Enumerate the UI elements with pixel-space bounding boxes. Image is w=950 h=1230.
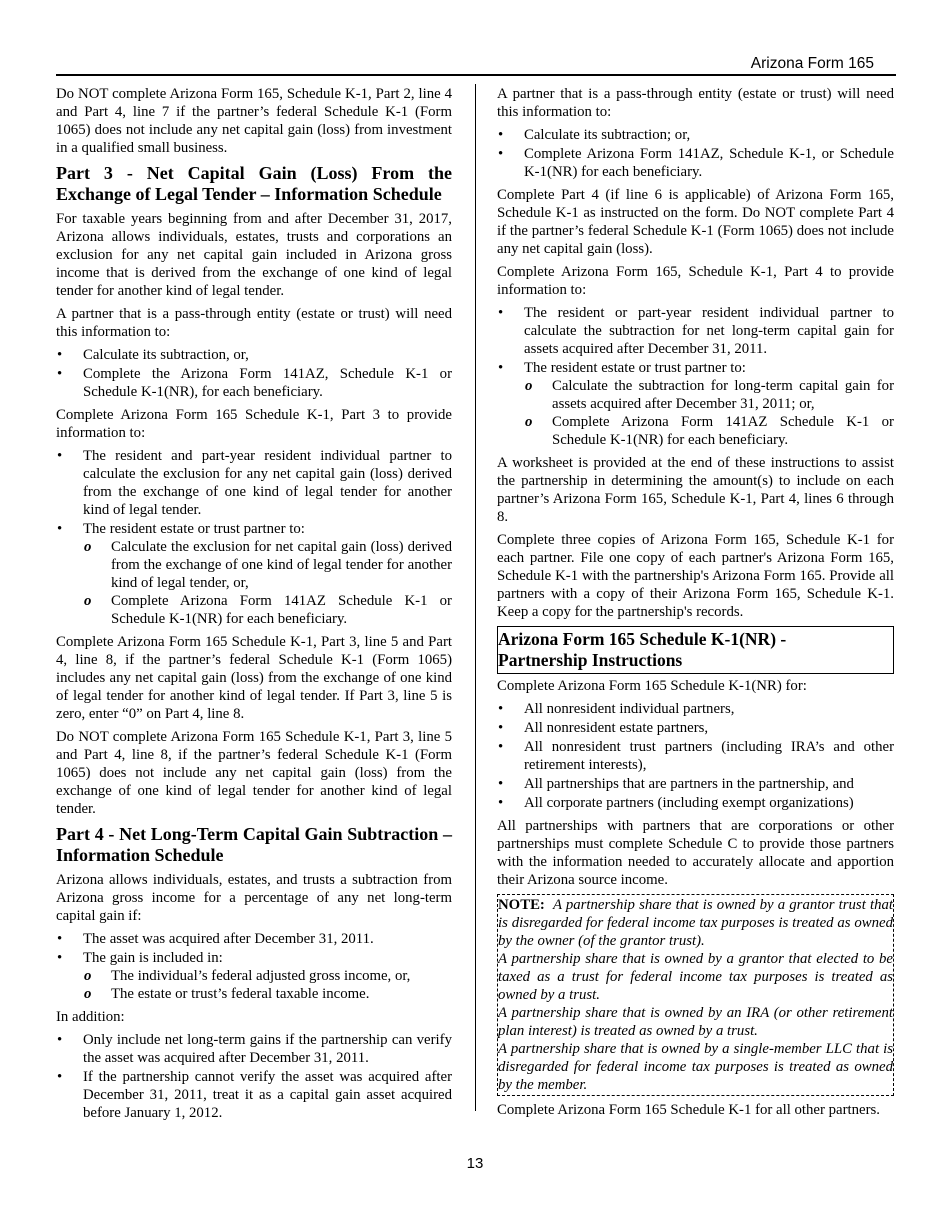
part3-heading: Part 3 - Net Capital Gain (Loss) From the Exchange of Legal Tender – Information Schedule [56,163,452,204]
left-column [56,85,452,1127]
list-item-text: The resident estate or trust partner to: [83,521,305,537]
form-title-header: Arizona Form 165 [750,55,874,72]
list-item: • All partnerships that are partners in the partnership, and [497,775,894,793]
part4-paragraph-1: Arizona allows individuals, estates, and trusts a subtraction from Arizona gross income for a percentage of any net long-term capital gain if: [56,872,452,924]
right-paragraph-4: A worksheet is provided at the end of these instructions to assist the partnership in determining the amount(s) to include on each partner’s Arizona Form 165, Schedule K-1, Part 4, lines 6 through 8. [497,455,894,525]
right-bullets-2 [497,304,894,449]
list-item: • Calculate its subtraction, or, [56,346,452,364]
list-item: • All nonresident trust partners (including IRA’s and other retirement interests), [497,738,894,774]
right-column [497,85,894,1124]
part3-paragraph-5: Do NOT complete Arizona Form 165 Schedule K-1, Part 3, line 5 and Part 4, line 8, if the partner’s federal Schedule K-1 (Form 1065) does not include any net capital gain (loss) from the exchange of one kind of legal tender for another kind of legal tender. [56,729,452,817]
k1nr-section-heading [497,626,894,674]
part3-paragraph-2: A partner that is a pass-through entity (estate or trust) will need this information to: [56,306,452,340]
list-item-text: The resident estate or trust partner to: [524,360,746,376]
note-line: A partnership share that is owned by an IRA (or other retirement plan interest) is treated as owned by a trust. [498,1005,893,1039]
list-item: • Complete Arizona Form 141AZ, Schedule K-1, or Schedule K-1(NR) for each beneficiary. [497,145,894,181]
k1nr-bullets [497,700,894,812]
part3-paragraph-1: For taxable years beginning from and after December 31, 2017, Arizona allows individuals, estates, trusts and corporations an exclusion for any net capital gain included in Arizona gross income that is derived from the exchange of one kind of legal tender for another kind of legal tender. [56,211,452,299]
part4-bullets-1 [56,930,452,1003]
part3-bullets-2 [56,447,452,628]
header-rule [56,74,896,76]
right-paragraph-5: Complete three copies of Arizona Form 165, Schedule K-1 for each partner. File one copy of each partner's Arizona Form 165, Schedule K-1 with the partnership's Arizona Form 165. Provide all partners with a copy of their Arizona Form 165, Schedule K-1. Keep a copy for the partnership's records. [497,532,894,620]
page-number: 13 [466,1155,484,1172]
list-item: • Only include net long-term gains if the partnership can verify the asset was acquired after December 31, 2011. [56,1031,452,1067]
sub-list-item: o Complete Arizona Form 141AZ Schedule K-1 or Schedule K-1(NR) for each beneficiary. [83,592,452,628]
note-text: A partnership share that is owned by a grantor trust that is disregarded for federal income tax purposes is treated as owned by the owner (of the grantor trust). [498,897,893,949]
part3-paragraph-3: Complete Arizona Form 165 Schedule K-1, Part 3 to provide information to: [56,407,452,441]
list-item-text: The gain is included in: [83,950,223,966]
list-item: • Complete the Arizona Form 141AZ, Schedule K-1 or Schedule K-1(NR), for each beneficiary. [56,365,452,401]
sub-list-item: o The estate or trust’s federal taxable income. [83,985,452,1003]
k1nr-intro: Complete Arizona Form 165 Schedule K-1(NR) for: [497,678,807,694]
intro-paragraph: Do NOT complete Arizona Form 165, Schedule K-1, Part 2, line 4 and Part 4, line 7 if the partner’s federal Schedule K-1 (Form 1065) does not include any net capital gain (loss) from investment in a qualified small business. [56,86,452,156]
sub-list-item: o The individual’s federal adjusted gross income, or, [83,967,452,985]
list-item [497,359,894,449]
k1nr-heading-line-2: Partnership Instructions [498,650,683,670]
k1nr-heading-line-1: Arizona Form 165 Schedule K-1(NR) - [498,629,787,649]
right-bullets-1 [497,126,894,181]
k1nr-final-paragraph: Complete Arizona Form 165 Schedule K-1 for all other partners. [497,1102,880,1118]
list-item: • If the partnership cannot verify the asset was acquired after December 31, 2011, treat it as a capital gain asset acquired before January 1, 2012. [56,1068,452,1122]
list-item: • The resident and part-year resident individual partner to calculate the exclusion for any net capital gain (loss) derived from the exchange of one kind of legal tender for another kind of legal tender. [56,447,452,519]
part3-bullets-1 [56,346,452,401]
note-box [497,894,894,1096]
right-sub-bullets [524,377,894,449]
column-divider [475,84,476,1111]
list-item: • All corporate partners (including exempt organizations) [497,794,894,812]
sub-list-item: o Complete Arizona Form 141AZ Schedule K-1 or Schedule K-1(NR) for each beneficiary. [524,413,894,449]
note-line: A partnership share that is owned by a grantor that elected to be taxed as a trust for federal income tax purposes is treated as owned by a trust. [498,951,893,1003]
list-item: • The asset was acquired after December 31, 2011. [56,930,452,948]
right-paragraph-3: Complete Arizona Form 165, Schedule K-1, Part 4 to provide information to: [497,264,894,298]
part3-paragraph-4: Complete Arizona Form 165 Schedule K-1, Part 3, line 5 and Part 4, line 8, if the partner’s federal Schedule K-1 (Form 1065) includes any net capital gain (loss) from the exchange of one kind of legal tender for another kind of legal tender. If Part 3, line 5 is zero, enter “0” on Part 4, line 8. [56,634,452,722]
note-line [498,896,893,950]
list-item: • All nonresident individual partners, [497,700,894,718]
k1nr-paragraph-1: All partnerships with partners that are corporations or other partnerships must complete Schedule C to provide those partners with the information needed to accurately allocate and apportion their Arizona source income. [497,818,894,888]
part4-sub-bullets [83,967,452,1003]
sub-list-item: o Calculate the subtraction for long-term capital gain for assets acquired after December 31, 2011; or, [524,377,894,413]
list-item [56,520,452,628]
part4-heading: Part 4 - Net Long-Term Capital Gain Subtraction – Information Schedule [56,824,452,865]
in-addition-label: In addition: [56,1009,125,1025]
list-item [56,949,452,1003]
note-label: NOTE: [498,897,545,913]
part4-bullets-2 [56,1031,452,1122]
part3-sub-bullets [83,538,452,628]
right-paragraph-2: Complete Part 4 (if line 6 is applicable) of Arizona Form 165, Schedule K-1 as instructed on the form. Do NOT complete Part 4 if the partner’s federal Schedule K-1 (Form 1065) does not include any net capital gain (loss). [497,187,894,257]
note-line: A partnership share that is owned by a single-member LLC that is disregarded for federal income tax purposes is treated as owned by the member. [498,1041,893,1093]
list-item: • All nonresident estate partners, [497,719,894,737]
right-paragraph-1: A partner that is a pass-through entity (estate or trust) will need this information to: [497,86,894,120]
list-item: • The resident or part-year resident individual partner to calculate the subtraction for net long-term capital gain for assets acquired after December 31, 2011. [497,304,894,358]
list-item: • Calculate its subtraction; or, [497,126,894,144]
sub-list-item: o Calculate the exclusion for net capital gain (loss) derived from the exchange of one kind of legal tender for another kind of legal tender, or, [83,538,452,592]
